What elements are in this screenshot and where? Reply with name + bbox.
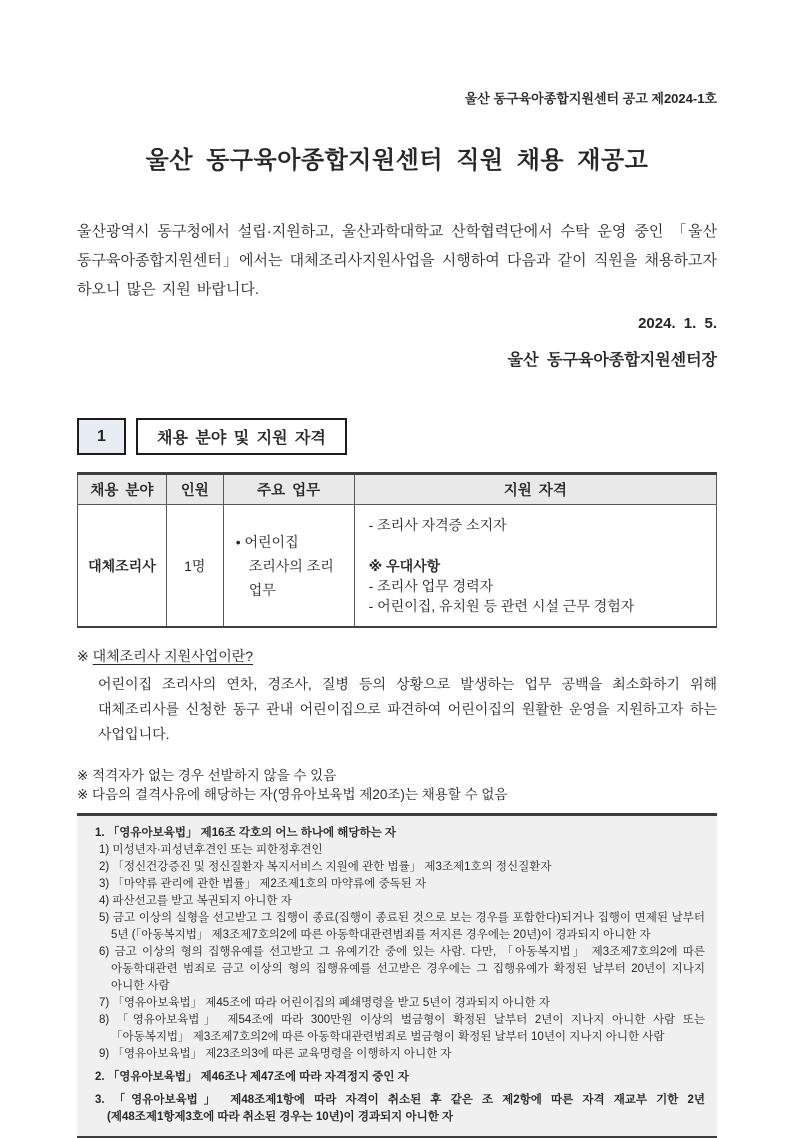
note-line: ※ 다음의 결격사유에 해당하는 자(영유아보육법 제20조)는 채용할 수 없음 <box>77 786 508 802</box>
cell-count: 1명 <box>166 505 223 628</box>
disqualification-item: 2. 「영유아보육법」 제46조나 제47조에 따라 자격정지 중인 자 <box>95 1071 409 1083</box>
preference-item: - 조리사 업무 경력자 <box>368 578 494 594</box>
table-header-row <box>78 474 717 505</box>
about-body: 어린이집 조리사의 연차, 경조사, 질병 등의 상황으로 발생하는 업무 공백을 최소화하기 위해 대체조리사를 신청한 동구 관내 어린이집으로 파견하여 어린이집의 원활한 운영을 지원하고자 하는 사업입니다. <box>98 676 717 742</box>
disqualification-subitem: 3) 「마약류 관리에 관한 법률」 제2조제1호의 마약류에 중독된 자 <box>99 878 427 890</box>
about-title: 대체조리사 지원사업이란? <box>92 648 254 664</box>
table-row <box>78 505 717 628</box>
disqualification-item: 3. 「영유아보육법」 제48조제1항에 따라 자격이 취소된 후 같은 조 제2항에 따른 자격 재교부 기한 2년(제48조제1항제3호에 따라 취소된 경우는 10년)이 경과되지 아니한 자 <box>95 1094 705 1123</box>
disqualification-subitem: 7) 「영유아보육법」 제45조에 따라 어린이집의 폐쇄명령을 받고 5년이 경과되지 아니한 자 <box>99 997 550 1009</box>
header-count: 인원 <box>166 474 223 505</box>
section-1-heading <box>77 418 717 455</box>
header-qualification: 지원 자격 <box>354 474 716 505</box>
disqualification-subitem: 4) 파산선고를 받고 복권되지 아니한 자 <box>99 895 292 907</box>
disqualification-subitem: 8) 「영유아보육법」 제54조에 따라 300만원 이상의 벌금형이 확정된 날부터 2년이 지나지 아니한 사람 또는 「아동복지법」 제3조제7호의2에 따른 아동학대관련범죄로 벌금형이 확정된 날부터 10년이 지나지 아니한 사람 <box>99 1014 705 1043</box>
cell-qualification <box>354 505 716 628</box>
disqualification-subitem: 5) 금고 이상의 실형을 선고받고 그 집행이 종료(집행이 종료된 것으로 보는 경우를 포함한다)되거나 집행이 면제된 날부터 5년 (「아동복지법」 제3조제7호의2에 따른 아동학대관련범죄를 저지른 경우에는 20년)이 경과되지 아니한 자 <box>99 912 705 941</box>
notes-block <box>77 767 717 804</box>
section-title: 채용 분야 및 지원 자격 <box>136 418 347 455</box>
cell-duty <box>223 505 354 628</box>
disqualification-item: 1. 「영유아보육법」 제16조 각호의 어느 하나에 해당하는 자 <box>95 827 397 839</box>
cell-field: 대체조리사 <box>78 505 167 628</box>
disqualification-subitem: 1) 미성년자·피성년후견인 또는 피한정후견인 <box>99 844 323 856</box>
header-duty: 주요 업무 <box>223 474 354 505</box>
signer: 울산 동구육아종합지원센터장 <box>507 352 717 369</box>
section-number-badge: 1 <box>77 418 126 455</box>
announcement-date: 2024. 1. 5. <box>638 315 717 332</box>
note-line: ※ 적격자가 없는 경우 선발하지 않을 수 있음 <box>77 768 337 783</box>
intro-paragraph: 울산광역시 동구청에서 설립·지원하고, 울산과학대학교 산학협력단에서 수탁 운영 중인 「울산 동구육아종합지원센터」에서는 대체조리사지원사업을 시행하여 다음과 같이 직원을 채용하고자 하오니 많은 지원 바랍니다. <box>77 223 717 298</box>
disqualification-box <box>77 813 717 1138</box>
about-program-note <box>77 645 717 747</box>
disqualification-subitem: 9) 「영유아보육법」 제23조의3에 따른 교육명령을 이행하지 아니한 자 <box>99 1048 452 1060</box>
header-field: 채용 분야 <box>78 474 167 505</box>
reference-mark: ※ <box>77 648 89 664</box>
notice-number: 울산 동구육아종합지원센터 공고 제2024-1호 <box>464 91 717 106</box>
preference-title: ※ 우대사항 <box>368 558 441 574</box>
disqualification-subitem: 2) 「정신건강증진 및 정신질환자 복지서비스 지원에 관한 법률」 제3조제1호의 정신질환자 <box>99 861 552 873</box>
page-title: 울산 동구육아종합지원센터 직원 채용 재공고 <box>145 147 649 174</box>
disqualification-subitem: 6) 금고 이상의 형의 집행유예를 선고받고 그 유예기간 중에 있는 사람. 다만, 「아동복지법」 제3조제7호의2에 따른 아동학대관련 범죄로 금고 이상의 형의 집행유예를 선고받은 경우에는 그 집행유예가 확정된 날부터 20년이 지나지 아니한 사람 <box>99 946 705 992</box>
about-heading <box>77 645 717 667</box>
preference-item: - 어린이집, 유치원 등 관련 시설 근무 경험자 <box>368 598 635 614</box>
recruitment-table <box>77 472 717 628</box>
qualification-line: - 조리사 자격증 소지자 <box>368 517 507 533</box>
duty-text: • 어린이집 조리사의 조리 업무 <box>235 533 334 598</box>
